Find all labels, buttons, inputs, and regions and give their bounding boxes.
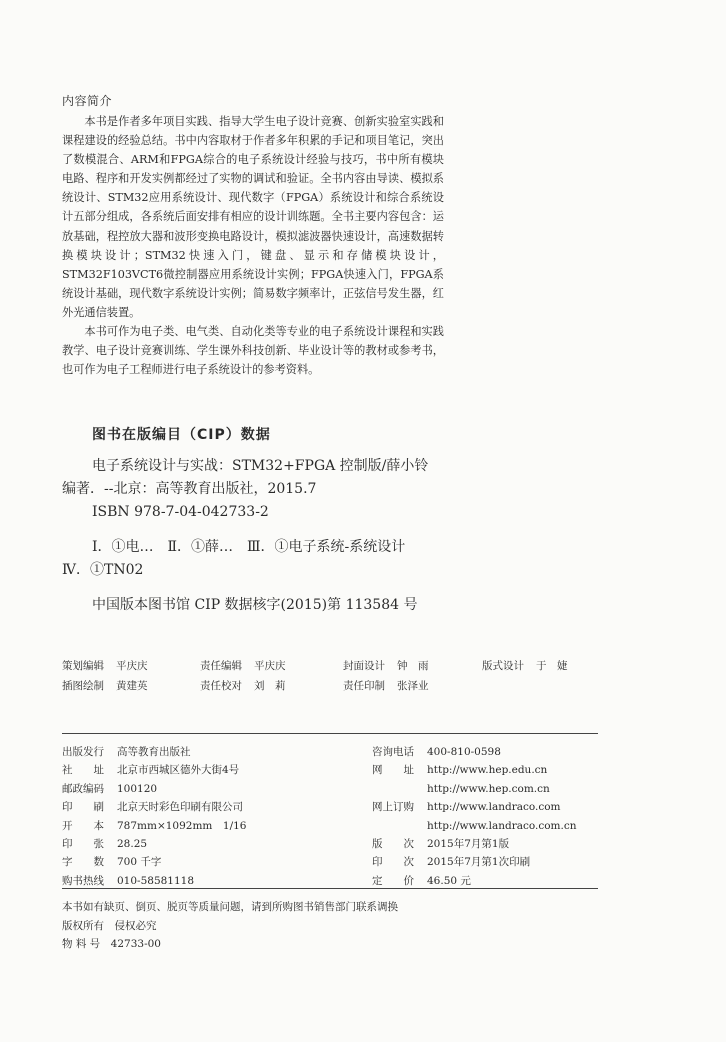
pub-row [372,853,576,871]
intro-paragraph-1: 本书是作者多年项目实践、指导大学生电子设计竞赛、创新实验室实践和课程建设的经验总结。书中内容取材于作者多年积累的手记和项目笔记，突出了数模混合、ARM和FPGA综合的电子系统设计经验与技巧，书中所有模块电路、程序和开发实例都经过了实物的调试和验证。全书内容由导读、模拟系统设计、STM32应用系统设计、现代数字（FPGA）系统设计和综合系统设计五部分组成，各系统后面安排有相应的设计训练题。全书主要内容包含：运放基础，程控放大器和波形变换电路设计，模拟滤波器快速设计，高速数据转换模块设计；STM32快速入门，键盘、显示和存储模块设计，STM32F103VCT6微控制器应用系统设计实例；FPGA快速入门，FPGA系统设计基础，现代数字系统设计实例；简易数字频率计，正弦信号发生器，红外光通信装置。 [62,115,444,319]
pub-label: 出版发行 [62,746,104,758]
pub-label: 印 张 [62,838,104,851]
staff-label: 版式设计 [482,660,524,672]
pub-label: 印 刷 [62,801,104,814]
staff-col-3 [343,656,429,696]
pub-value: 高等教育出版社 [117,746,191,758]
intro-paragraph-2: 本书可作为电子类、电气类、自动化类等专业的电子系统设计课程和实践教学、电子设计竞赛训练、学生课外科技创新、毕业设计等的教材或参考书，也可作为电子工程师进行电子系统设计的参考资料。 [62,325,444,377]
pub-row [62,743,246,761]
intro-title: 内容简介 [62,94,113,108]
staff-col-1 [62,656,148,696]
staff-item [482,656,568,676]
cip-entry-line1: 电子系统设计与实战：STM32+FPGA 控制版/薛小铃 [92,458,429,474]
pub-label: 定 价 [372,874,414,887]
staff-item [62,676,148,696]
cip-category [62,536,482,582]
publication-info-right [372,743,576,890]
cip-category-line1: Ⅰ．①电… Ⅱ．①薛… Ⅲ．①电子系统-系统设计 [92,539,406,555]
staff-label: 责任编辑 [200,660,242,672]
staff-label: 插图绘制 [62,680,104,692]
pub-value: 010-58581118 [117,874,195,887]
staff-item [343,676,429,696]
pub-value: 2015年7月第1版 [427,838,510,851]
cip-heading: 图书在版编目（CIP）数据 [92,427,271,443]
staff-item [62,656,148,676]
cip-entry [62,455,462,524]
staff-name: 平庆庆 [254,660,286,672]
pub-value: 100120 [117,782,158,795]
intro-body [62,112,444,379]
footer-copyright: 版权所有 侵权必究 [62,919,157,932]
staff-name: 刘 莉 [254,680,286,692]
cip-isbn: ISBN 978-7-04-042733-2 [92,504,269,520]
staff-label: 责任印制 [343,680,385,692]
pub-label: 开 本 [62,819,104,832]
pub-value: 北京市西城区德外大街4号 [117,764,240,777]
pub-value: http://www.landraco.com.cn [427,819,577,832]
footer-quality-notice: 本书如有缺页、倒页、脱页等质量问题，请到所购图书销售部门联系调换 [62,901,398,913]
pub-value: 700 千字 [117,856,162,869]
cip-record-number: 中国版本图书馆 CIP 数据核字(2015)第 113584 号 [92,597,418,613]
pub-label: 印 次 [372,856,414,869]
pub-row [62,761,246,779]
pub-row [62,780,246,798]
pub-label: 咨询电话 [372,746,414,758]
staff-label: 封面设计 [343,660,385,672]
pub-row [372,761,576,779]
pub-row [62,853,246,871]
cip-entry-line2: 编著．--北京：高等教育出版社，2015.7 [62,481,317,497]
pub-label: 字 数 [62,856,104,869]
pub-value: http://www.hep.com.cn [427,782,550,795]
staff-label: 责任校对 [200,680,242,692]
footer-material-number: 物 料 号 42733-00 [62,938,161,950]
divider-top [62,733,598,734]
pub-label: 购书热线 [62,874,104,887]
staff-name: 张泽业 [397,680,429,692]
pub-value: 北京天时彩色印刷有限公司 [117,801,243,814]
staff-name: 于 婕 [536,660,568,672]
pub-row [62,817,246,835]
pub-value: 46.50 元 [427,874,471,887]
staff-label: 策划编辑 [62,660,104,672]
pub-row [62,835,246,853]
staff-item [200,656,286,676]
pub-row [372,798,576,816]
pub-value: 2015年7月第1次印刷 [427,856,531,869]
cip-category-line2: Ⅳ．①TN02 [62,562,144,578]
pub-value: http://www.hep.edu.cn [427,764,548,777]
pub-label: 网 址 [372,764,414,777]
pub-value: 400-810-0598 [427,746,501,758]
pub-row [372,743,576,761]
pub-label: 社 址 [62,764,104,777]
pub-label: 邮政编码 [62,782,104,795]
pub-row [372,817,576,835]
staff-item [343,656,429,676]
publication-info-left [62,743,246,890]
pub-row [372,835,576,853]
pub-label: 版 次 [372,838,414,851]
staff-item [200,676,286,696]
footer-notice [62,898,398,954]
divider-bottom [62,888,598,889]
pub-value: 787mm×1092mm 1/16 [117,819,247,832]
staff-col-4 [482,656,568,676]
staff-name: 黄建英 [116,680,148,692]
staff-name: 平庆庆 [116,660,148,672]
pub-value: http://www.landraco.com [427,801,561,814]
staff-col-2 [200,656,286,696]
pub-row [62,798,246,816]
pub-label: 网上订购 [372,801,414,814]
pub-row [372,780,576,798]
staff-name: 钟 雨 [397,660,429,672]
pub-value: 28.25 [117,838,148,851]
